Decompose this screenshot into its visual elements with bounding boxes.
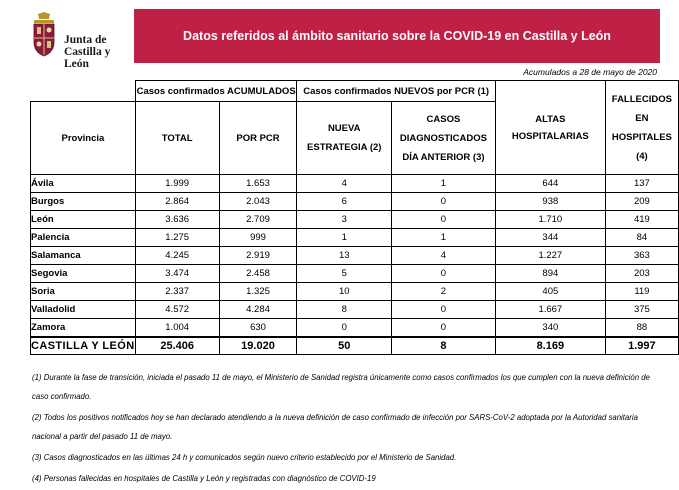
cell-total: 4.572 bbox=[135, 301, 219, 319]
total-total: 25.406 bbox=[135, 337, 219, 355]
total-diag: 8 bbox=[392, 337, 496, 355]
cell-por-pcr: 1.653 bbox=[219, 175, 297, 193]
cell-fallecidos: 137 bbox=[605, 175, 678, 193]
cell-nueva: 8 bbox=[297, 301, 392, 319]
cell-provincia: Ávila bbox=[31, 175, 136, 193]
header-altas: ALTAS HOSPITALARIAS bbox=[495, 81, 605, 175]
cell-altas: 340 bbox=[495, 319, 605, 338]
footnote-2: (2) Todos los positivos notificados hoy se han declarado atendiendo a la nueva definición de caso confirmado de infección por SARS-CoV-2 adoptada por la Autoridad sanitaria nacional a partir del pasado 11 de mayo. bbox=[32, 413, 638, 441]
cell-por-pcr: 2.709 bbox=[219, 211, 297, 229]
table-row bbox=[31, 283, 679, 301]
table-row bbox=[31, 247, 679, 265]
table-row bbox=[31, 265, 679, 283]
cell-por-pcr: 630 bbox=[219, 319, 297, 338]
total-altas: 8.169 bbox=[495, 337, 605, 355]
cell-diag: 0 bbox=[392, 211, 496, 229]
cell-nueva: 3 bbox=[297, 211, 392, 229]
table-row bbox=[31, 229, 679, 247]
cell-provincia: León bbox=[31, 211, 136, 229]
header-nueva-estrategia: NUEVA ESTRATEGIA (2) bbox=[297, 102, 392, 175]
cell-diag: 1 bbox=[392, 229, 496, 247]
header-accumulated: Casos confirmados ACUMULADOS bbox=[135, 81, 297, 102]
header-por-pcr: POR PCR bbox=[219, 102, 297, 175]
cell-diag: 4 bbox=[392, 247, 496, 265]
cell-nueva: 4 bbox=[297, 175, 392, 193]
table-row bbox=[31, 193, 679, 211]
cell-total: 2.864 bbox=[135, 193, 219, 211]
junta-logo bbox=[32, 12, 132, 70]
cell-provincia: Soria bbox=[31, 283, 136, 301]
cell-altas: 1.227 bbox=[495, 247, 605, 265]
cell-altas: 644 bbox=[495, 175, 605, 193]
cell-fallecidos: 119 bbox=[605, 283, 678, 301]
cell-nueva: 0 bbox=[297, 319, 392, 338]
cell-nueva: 10 bbox=[297, 283, 392, 301]
cell-altas: 405 bbox=[495, 283, 605, 301]
header-new-pcr: Casos confirmados NUEVOS por PCR (1) bbox=[297, 81, 495, 102]
logo-line-2: Castilla y León bbox=[64, 46, 111, 70]
cell-diag: 0 bbox=[392, 319, 496, 338]
cell-por-pcr: 2.043 bbox=[219, 193, 297, 211]
cell-total: 2.337 bbox=[135, 283, 219, 301]
logo-line-1: Junta de bbox=[64, 34, 107, 46]
table-row bbox=[31, 319, 679, 338]
date-note: Acumulados a 28 de mayo de 2020 bbox=[523, 67, 657, 77]
cell-por-pcr: 2.919 bbox=[219, 247, 297, 265]
cell-por-pcr: 1.325 bbox=[219, 283, 297, 301]
table-row bbox=[31, 211, 679, 229]
total-por-pcr: 19.020 bbox=[219, 337, 297, 355]
cell-provincia: Valladolid bbox=[31, 301, 136, 319]
cell-nueva: 13 bbox=[297, 247, 392, 265]
table-row bbox=[31, 175, 679, 193]
total-fallecidos: 1.997 bbox=[605, 337, 678, 355]
cell-altas: 344 bbox=[495, 229, 605, 247]
cell-provincia: Salamanca bbox=[31, 247, 136, 265]
cell-total: 1.999 bbox=[135, 175, 219, 193]
banner-title: Datos referidos al ámbito sanitario sobre la COVID-19 en Castilla y León bbox=[183, 29, 611, 43]
cell-nueva: 6 bbox=[297, 193, 392, 211]
footnote-3: (3) Casos diagnosticados en las últimas 24 h y comunicados según nuevo criterio establecido por el Ministerio de Sanidad. bbox=[32, 453, 457, 462]
cell-fallecidos: 419 bbox=[605, 211, 678, 229]
header-casos-diagnosticados: CASOS DIAGNOSTICADOS DÍA ANTERIOR (3) bbox=[392, 102, 496, 175]
footnote-1: (1) Durante la fase de transición, iniciada el pasado 11 de mayo, el Ministerio de Sanidad registra únicamente como casos confirmados los que cumplen con la nueva definición de caso confirmado. bbox=[32, 373, 650, 401]
table-row bbox=[31, 301, 679, 319]
table-group-header-row bbox=[31, 81, 679, 102]
header-total: TOTAL bbox=[135, 102, 219, 175]
cell-provincia: Zamora bbox=[31, 319, 136, 338]
cell-fallecidos: 209 bbox=[605, 193, 678, 211]
cell-total: 1.275 bbox=[135, 229, 219, 247]
total-nueva: 50 bbox=[297, 337, 392, 355]
cell-por-pcr: 999 bbox=[219, 229, 297, 247]
table-total-row bbox=[31, 337, 679, 355]
cell-total: 3.636 bbox=[135, 211, 219, 229]
cell-provincia: Palencia bbox=[31, 229, 136, 247]
cell-fallecidos: 375 bbox=[605, 301, 678, 319]
cell-total: 4.245 bbox=[135, 247, 219, 265]
cell-diag: 0 bbox=[392, 193, 496, 211]
header-provincia: Provincia bbox=[31, 102, 136, 175]
cell-altas: 1.667 bbox=[495, 301, 605, 319]
cell-por-pcr: 4.284 bbox=[219, 301, 297, 319]
total-provincia: CASTILLA Y LEÓN bbox=[31, 337, 136, 355]
cell-fallecidos: 363 bbox=[605, 247, 678, 265]
cell-nueva: 1 bbox=[297, 229, 392, 247]
cell-total: 3.474 bbox=[135, 265, 219, 283]
cell-provincia: Segovia bbox=[31, 265, 136, 283]
cell-por-pcr: 2.458 bbox=[219, 265, 297, 283]
covid-data-table bbox=[30, 80, 679, 355]
coat-of-arms-icon bbox=[32, 12, 56, 62]
cell-diag: 1 bbox=[392, 175, 496, 193]
cell-total: 1.004 bbox=[135, 319, 219, 338]
cell-altas: 938 bbox=[495, 193, 605, 211]
cell-diag: 2 bbox=[392, 283, 496, 301]
cell-diag: 0 bbox=[392, 265, 496, 283]
footnote-4: (4) Personas fallecidas en hospitales de Castilla y León y registradas con diagnóstico de COVID-19 bbox=[32, 474, 376, 483]
cell-fallecidos: 88 bbox=[605, 319, 678, 338]
cell-diag: 0 bbox=[392, 301, 496, 319]
cell-provincia: Burgos bbox=[31, 193, 136, 211]
cell-nueva: 5 bbox=[297, 265, 392, 283]
cell-fallecidos: 84 bbox=[605, 229, 678, 247]
cell-altas: 1.710 bbox=[495, 211, 605, 229]
cell-altas: 894 bbox=[495, 265, 605, 283]
header-fallecidos: FALLECIDOS EN HOSPITALES (4) bbox=[605, 81, 678, 175]
cell-fallecidos: 203 bbox=[605, 265, 678, 283]
title-banner bbox=[134, 9, 660, 63]
